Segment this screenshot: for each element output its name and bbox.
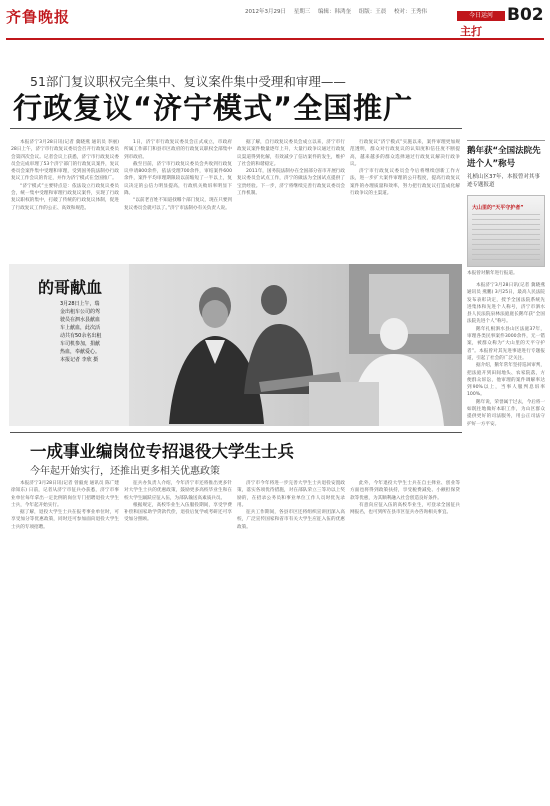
story1-deck: 51部门复议职权完全集中、复议案件集中受理和审理—— [30,74,346,89]
sidebar-story [467,140,545,747]
sidebar-rule [467,140,545,141]
sidebar-body [467,282,545,747]
story2-paragraph: 此外，今年退役大学生士兵在自主择业、创业等方面也将得到政策扶持，享受税费减免、小额担保贷款等优惠，为其顺利融入社会创造良好条件。 [350,481,460,501]
editor-credit: 编辑：韩鸿奎 [318,9,352,15]
sidebar-image-caption: 本报曾对鹅年进行报道。 [467,271,518,276]
designer-credit: 组版：王晨 [358,9,387,15]
proofreader-credit: 校对：王秀伟 [394,9,428,15]
page-number: B02 [507,5,544,25]
story2-column-1 [11,480,119,798]
sidebar-paragraph: 本报济宁3月28日讯(记者 冀晓燕 通讯员 燕鹏) 3月25日，最高人民法院发布表彰决定，授予全国法院系统先进集体和先进个人称号，济宁市泗水县人民法院泉林法庭庭长鹅年获“全国法院先进个人”称号。 [467,283,545,325]
story1-paragraph: 截至目前，济宁市行政复议委员会共收到行政复议申请800余件，依法受理700余件，审结案件600余件，案件平均审理期限较以前缩短了一半以上，复议决定的公信力明显提高，行政机关败诉率明显下降。 [124,161,232,197]
sidebar-paragraph: 鹅年说，荣誉属于过去，今后将一如既往地做好本职工作，为山区群众提供更好的司法服务，用公正司法守护好一方平安。 [467,399,545,427]
story1-column-4 [350,139,460,257]
story1-column-3 [237,139,345,257]
story2-paragraph: 据了解，退役大学生士兵在报考事业单位时，可享受加分等优惠政策，同时还可参加面向退役大学生士兵的专项招聘。 [11,510,119,530]
story2-column-2 [124,480,232,798]
story1-paragraph: 济宁市行政复议委员会今后将继续创新工作方法，进一步扩大案件审理的公开程度，提高行政复议案件的办理质量和效率，努力把行政复议打造成化解行政争议的主渠道。 [350,169,460,197]
story2-paragraph: 根据规定，高校毕业生入伍服役期间，享受学费补偿和国家助学贷款代偿，退役后复学或考研还可享受加分照顾。 [124,502,232,523]
photo-title: 的哥献血 [38,278,103,297]
story1-headline: 行政复议“济宁模式”全国推广 [13,91,414,125]
header-divider [6,38,544,40]
story2-paragraph: 征兵工作期间，各县市区还将组织宣讲团深入高校，广泛宣传国家和省市有关大学生应征入伍的优惠政策。 [237,510,345,530]
header-meta [245,7,433,15]
story1-paragraph: 1日，济宁市行政复议委员会正式成立，市政府所属工作部门和县市区政府的行政复议职权全部集中到市政府。 [124,140,232,160]
story2-paragraph: 本报济宁3月28日讯(记者 曾毅虎 通讯员 陈广建 徐知东) 日前，记者从济宁市征兵办获悉，济宁市事业单位每年拿出一定比例的岗位专门招聘退役大学生士兵，今年起开始实行。 [11,481,119,508]
issue-weekday: 星期三 [293,9,311,15]
edition-badge: 今日运河 [457,11,505,21]
story2-paragraph: 征兵办负责人介绍，今年济宁市还将推出更多针对大学生士兵的优惠政策，鼓励更多高校毕业生和在校大学生踊跃应征入伍，为部队输送高素质兵员。 [124,481,232,501]
story2-column-4 [350,480,460,798]
masthead-logo: 齐鲁晚报 [6,8,71,26]
story1-column-1 [11,139,119,257]
sidebar-clipping-image [467,195,545,267]
story2-rule [10,432,462,433]
story1-paragraph: 据了解，自行政复议委员会成立以来，济宁市行政复议案件数量逐年上升，大量行政争议通过行政复议渠道得到化解，有效减少了信访案件的发生，维护了社会的和谐稳定。 [237,140,345,167]
story1-rule [10,128,462,129]
story2-paragraph: 济宁市今年将进一步完善大学生士兵退役安置政策，落实各项优待措施，对在部队荣立三等功以上奖励的，在招录公务员和事业单位工作人员时优先录用。 [237,481,345,508]
story1-paragraph: “济宁模式”主要特点是：依法设立行政复议委员会，统一集中受理和审理行政复议案件，实现了行政复议职权的集中，打破了传统的行政复议体制，促进了行政复议工作的公正、高效和规范。 [11,183,119,211]
sidebar-headline: 鹅年获“全国法院先进个人”称号 [467,146,541,169]
sidebar-subhead: 礼桢山区37年，本报曾对其事迹专题报道 [467,174,540,188]
sidebar-paragraph: 鹅年扎根泗水县山区法庭37年，审理各类民事案件3000余件，无一错案，被群众称为“大山里的天平守护者”。本报曾对其先进事迹进行专题报道，引起了社会的广泛关注。 [467,326,545,361]
story1-paragraph: 行政复议“济宁模式”实施以来，案件审理更加规范透明，群众对行政复议的认知度和信任度不断提高，越来越多的群众选择通过行政复议解决行政争议。 [350,140,460,167]
photo-caption: 3月28日上午，瑞金出租车公司的驾驶员在泗水县献血车上献血，此次活动共有50余名出租车司机参加，捐献热血，奉献爱心。本报记者 李欣 摄 [60,301,102,363]
story2-deck: 今年起开始实行，还推出更多相关优惠政策 [30,466,220,477]
story1-column-2 [124,139,232,257]
story1-paragraph: 本报济宁3月28日讯(记者 冀晓燕 通讯员 李丽) 28日上午，济宁市行政复议委员会召开行政复议委员会第四次会议。记者会议上获悉，济宁市行政复议委员会完成审理了53个济宁部门的行政复议案件，复议委员会案件集中受理和审理，受到国务院法制办行政复议工作会议的肯定，并作为济宁模式在全国推广。 [11,140,119,182]
section-title: 主打 [460,25,482,38]
sidebar-paragraph: 据介绍，鹅年常年坚持巡回审判，把法庭开到田间地头、农家院落，方便群众诉讼，他审理的案件调解率达到90%以上，当事人服判息诉率100%。 [467,363,545,398]
story1-paragraph: 2011年，国务院法制办在全国部分省市开展行政复议委员会试点工作，济宁的做法为全国试点提供了宝贵经验。下一步，济宁将继续完善行政复议委员会工作机制。 [237,169,345,197]
clipping-title: 大山里的“天平守护者” [472,205,524,211]
page-header [0,0,550,40]
story2-headline: 一成事业编岗位专招退役大学生士兵 [30,442,294,461]
story2-paragraph: 有意向应征入伍的高校毕业生，可登录全国征兵网报名，也可到所在县市区征兵办咨询相关事宜。 [350,502,460,516]
clipping-text-block [472,214,540,262]
issue-date: 2012年3月29日 [245,9,286,15]
story2-column-3 [237,480,345,798]
story1-paragraph: “以前老百姓不知道找哪个部门复议，现在只要到复议委员会就可以了。”济宁市法制办有关负责人说。 [124,198,232,211]
